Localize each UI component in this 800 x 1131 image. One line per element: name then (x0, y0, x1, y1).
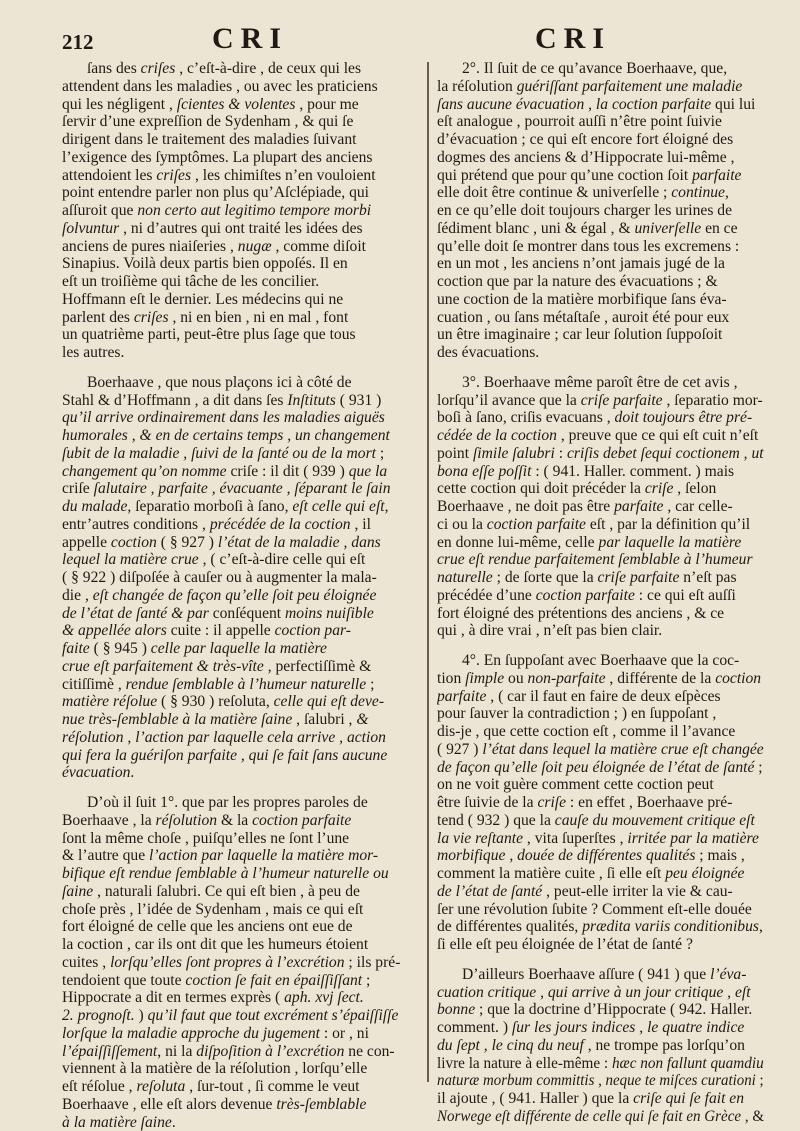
text-line: tend ( 932 ) que la cauſe du mouvement critique eſt (437, 812, 764, 830)
text-line: la réſolution guériſſant parfaitement une maladie (437, 78, 764, 96)
paragraph-gap (437, 362, 764, 374)
text-line: crue eſt parfaitement & très-vîte , perfectiſſimè & (62, 658, 417, 676)
paragraph-gap (437, 640, 764, 652)
text-line: ( 927 ) l’état dans lequel la matière crue eſt changée (437, 741, 764, 759)
text-line: cuation , ou ſans métaſtaſe , auroit été pour eux (437, 309, 764, 327)
text-line: dogmes des anciens & d’Hippocrate lui-même , (437, 149, 764, 167)
text-line: d’évacuation ; ce qui eſt encore fort éloigné des (437, 131, 764, 149)
text-line: l’exigence des ſymptômes. La plupart des anciens (62, 149, 417, 167)
text-line: en un mot , les anciens n’ont jamais jugé de la (437, 255, 764, 273)
text-line: anciens de pures niaiſeries , nugæ , comme diſoit (62, 238, 417, 256)
text-line: coction que par la nature des évacuations ; & (437, 273, 764, 291)
text-line: ſi elle eſt peu éloignée de l’état de ſanté ? (437, 936, 764, 954)
text-line: qu’il arrive ordinairement dans les maladies aiguës (62, 409, 417, 427)
text-line: parlent des criſes , ni en bien , ni en mal , font (62, 309, 417, 327)
text-line: ſaine , naturali ſalubri. Ce qui eſt bien , à peu de (62, 883, 417, 901)
text-line: appelle coction ( § 927 ) l’état de la maladie , dans (62, 534, 417, 552)
text-line: 3°. Boerhaave même paroît être de cet avis , (437, 374, 764, 392)
text-line: bifique eſt rendue ſemblable à l’humeur naturelle ou (62, 865, 417, 883)
text-line: naturelle ; de ſorte que la criſe parfaite n’eſt pas (437, 569, 764, 587)
text-line: de l’état de ſanté , peut-elle irriter la vie & cau- (437, 883, 764, 901)
text-line: la vie reſtante , vita ſuperſtes , irritée par la matière (437, 830, 764, 848)
text-line: fort éloigné de celle que les anciens ont eue de (62, 918, 417, 936)
text-line: ſédiment blanc , uni & égal , & univerſelle en ce (437, 220, 764, 238)
paragraph-gap (62, 362, 417, 374)
text-line: choſe près , l’idée de Sydenham , mais ce qui eſt (62, 901, 417, 919)
text-line: livre la nature à elle-même : hæc non fallunt quamdiu (437, 1055, 764, 1073)
text-line: lorſqu’il avance que la criſe parfaite , ſeparatio mor- (437, 392, 764, 410)
text-line: faite ( § 945 ) celle par laquelle la matière (62, 640, 417, 658)
text-line: morbifique , douée de différentes qualités ; mais , (437, 847, 764, 865)
text-line: Stahl & d’Hoffmann , a dit dans ſes Inſtituts ( 931 ) (62, 392, 417, 410)
text-line: l’épaiſſiſſement, ni la diſpoſition à l’excrétion ne con- (62, 1043, 417, 1061)
text-line: boſi à ſano, criſis evacuans , doit toujours être pré- (437, 409, 764, 427)
text-line: du ſept , le cinq du neuf , ne trompe pas lorſqu’on (437, 1037, 764, 1055)
text-line: ſont la même choſe , puiſqu’elles ne ſont l’une (62, 830, 417, 848)
text-line: attendent dans les maladies , ou avec les praticiens (62, 78, 417, 96)
text-line: évacuation. (62, 764, 417, 782)
text-line: ſans des criſes , c’eſt-à-dire , de ceux qui les (62, 60, 417, 78)
text-line: die , eſt changée de façon qu’elle ſoit peu éloignée (62, 587, 417, 605)
text-line: & appellée alors cuite : il appelle coction par- (62, 622, 417, 640)
text-line: il ajoute , ( 941. Haller ) que la criſe qui ſe fait en (437, 1090, 764, 1108)
text-line: elle doit être continue & univerſelle ; continue, (437, 184, 764, 202)
text-line: de façon qu’elle ſoit peu éloignée de l’état de ſanté ; (437, 759, 764, 777)
text-line: Boerhaave , ne doit pas être parfaite , car celle- (437, 498, 764, 516)
text-line: qui fera la guériſon parfaite , qui ſe fait ſans aucune (62, 747, 417, 765)
text-line: point ſimile ſalubri : criſis debet ſequi coctionem , ut (437, 445, 764, 463)
column-divider (427, 62, 429, 1082)
text-line: Boerhaave , que nous plaçons ici à côté de (62, 374, 417, 392)
text-line: qui les négligent , ſcientes & volentes , pour me (62, 96, 417, 114)
text-line: matière réſolue ( § 930 ) reſoluta, celle qui eſt deve- (62, 693, 417, 711)
text-line: 2. prognoſt. ) qu’il faut que tout excrément s’épaiſſiſſe (62, 1007, 417, 1025)
text-line: fort éloigné des prétentions des anciens , & ce (437, 605, 764, 623)
text-line: Hippocrate a dit en termes exprès ( aph. xvj ſect. (62, 989, 417, 1007)
page-header (0, 22, 800, 62)
left-column (62, 60, 417, 1131)
text-line: 4°. En ſuppoſant avec Boerhaave que la coc- (437, 652, 764, 670)
text-line: ( § 922 ) diſpoſée à cauſer ou à augmenter la mala- (62, 569, 417, 587)
text-line: naturæ morbum committis , neque te miſces curationi ; (437, 1072, 764, 1090)
text-line: un quatrième parti, peut-être plus ſage que tous (62, 326, 417, 344)
text-line: aſſuroit que non certo aut legitimo tempore morbi (62, 202, 417, 220)
text-line: qu’elle doit ſe montrer dans tous les excremens : (437, 238, 764, 256)
text-line: & l’autre que l’action par laquelle la matière mor- (62, 847, 417, 865)
text-line: Norwege eſt différente de celle qui ſe fait en Grèce , & (437, 1108, 764, 1126)
running-head-right: CRI (535, 22, 611, 56)
text-line: lorſque la maladie approche du jugement : or , ni (62, 1025, 417, 1043)
text-line: crue eſt rendue parfaitement ſemblable à l’humeur (437, 551, 764, 569)
text-line: ci ou la coction parfaite eſt , par la définition qu’il (437, 516, 764, 534)
text-line: un être imaginaire ; car leur ſolution ſuppoſoit (437, 326, 764, 344)
text-line: réſolution , l’action par laquelle cela arrive , action (62, 729, 417, 747)
text-line: D’où il ſuit 1°. que par les propres paroles de (62, 794, 417, 812)
text-line: de l’état de ſanté & par conſéquent moins nuiſible (62, 605, 417, 623)
text-line: Hoffmann eſt le dernier. Les médecins qui ne (62, 291, 417, 309)
text-line: une coction de la matière morbifique ſans éva- (437, 291, 764, 309)
text-line: dis-je , que cette coction eſt , comme il l’avance (437, 723, 764, 741)
text-line: qui , à dire vrai , n’eſt pas bien clair. (437, 622, 764, 640)
text-line: eſt un troiſième qui tâche de les concilier. (62, 273, 417, 291)
text-line: qui prétend que pour qu’une coction ſoit parfaite (437, 167, 764, 185)
text-line: criſe ſalutaire , parfaite , évacuante , ſéparant le ſain (62, 480, 417, 498)
text-line: du malade, ſeparatio morboſi à ſano, eſt celle qui eſt, (62, 498, 417, 516)
text-line: en ce qu’elle doit toujours charger les urines de (437, 202, 764, 220)
text-line: tion ſimple ou non-parfaite , différente de la coction (437, 670, 764, 688)
text-line: attendoient les criſes , les chimiſtes n’en vouloient (62, 167, 417, 185)
text-line: humorales , & en de certains temps , un changement (62, 427, 417, 445)
running-head-left: CRI (212, 22, 288, 56)
text-line: nue très-ſemblable à la matière ſaine , ſalubri , & (62, 711, 417, 729)
text-line: D’ailleurs Boerhaave aſſure ( 941 ) que l’éva- (437, 966, 764, 984)
page-number: 212 (62, 30, 94, 55)
text-line: eſt réſolue , reſoluta , ſur-tout , ſi comme le veut (62, 1078, 417, 1096)
text-line: changement qu’on nomme criſe : il dit ( 939 ) que la (62, 463, 417, 481)
text-line: on ne voit guère comment cette coction peut (437, 776, 764, 794)
text-line: 2°. Il ſuit de ce qu’avance Boerhaave, que, (437, 60, 764, 78)
text-line: citiſſimè , rendue ſemblable à l’humeur naturelle ; (62, 676, 417, 694)
text-line: bona eſſe poſſit : ( 941. Haller. comment. ) mais (437, 463, 764, 481)
text-line: tendoient que toute coction ſe fait en épaiſſiſſant ; (62, 972, 417, 990)
text-line: cédée de la coction , preuve que ce qui eſt cuit n’eſt (437, 427, 764, 445)
text-line: de différentes qualités, prædita variis conditionibus, (437, 918, 764, 936)
text-line: parfaite , ( car il faut en faire de deux eſpèces (437, 688, 764, 706)
text-line: les autres. (62, 344, 417, 362)
text-line: ſer une révolution ſubite ? Comment eſt-elle douée (437, 901, 764, 919)
text-line: Boerhaave , elle eſt alors devenue très-ſemblable (62, 1096, 417, 1114)
text-line: eſt analogue , pourroit auſſi n’être point ſuivie (437, 113, 764, 131)
text-line: des évacuations. (437, 344, 764, 362)
text-line: comment. ) ſur les jours indices , le quatre indice (437, 1019, 764, 1037)
text-line: en donne lui-même, celle par laquelle la matière (437, 534, 764, 552)
text-line: ſervir d’une expreſſion de Sydenham , & qui ſe (62, 113, 417, 131)
text-line: cuation critique , qui arrive à un jour critique , eſt (437, 984, 764, 1002)
paragraph-gap (62, 782, 417, 794)
text-line: ſans aucune évacuation , la coction parfaite qui lui (437, 96, 764, 114)
text-line: bonne ; que la doctrine d’Hippocrate ( 942. Haller. (437, 1001, 764, 1019)
text-line: cuites , lorſqu’elles ſont propres à l’excrétion ; ils pré- (62, 954, 417, 972)
text-line: viennent à la matière de la réſolution , lorſqu’elle (62, 1060, 417, 1078)
text-line: pour ſauver la contradiction ; ) en ſuppoſant , (437, 705, 764, 723)
text-line: la coction , car ils ont dit que les humeurs étoient (62, 936, 417, 954)
text-line: point entendre parler non plus qu’Aſclépiade, qui (62, 184, 417, 202)
right-column (437, 60, 764, 1126)
text-line: ſolvuntur , ni d’autres qui ont traité les idées des (62, 220, 417, 238)
text-line: ſubit de la maladie , ſuivi de la ſanté ou de la mort ; (62, 445, 417, 463)
text-line: Boerhaave , la réſolution & la coction parfaite (62, 812, 417, 830)
text-line: dirigent dans le traitement des maladies ſuivant (62, 131, 417, 149)
text-line: entr’autres conditions , précédée de la coction , il (62, 516, 417, 534)
text-line: comment la matière cuite , ſi elle eſt peu éloignée (437, 865, 764, 883)
text-line: Sinapius. Voilà deux partis bien oppoſés. Il en (62, 255, 417, 273)
text-line: lequel la matière crue , ( c’eſt-à-dire celle qui eſt (62, 551, 417, 569)
text-line: être ſuivie de la criſe : en effet , Boerhaave pré- (437, 794, 764, 812)
text-line: cette coction qui doit précéder la criſe , ſelon (437, 480, 764, 498)
paragraph-gap (437, 954, 764, 966)
text-line: précédée d’une coction parfaite : ce qui eſt auſſi (437, 587, 764, 605)
text-line: à la matière ſaine. (62, 1114, 417, 1131)
